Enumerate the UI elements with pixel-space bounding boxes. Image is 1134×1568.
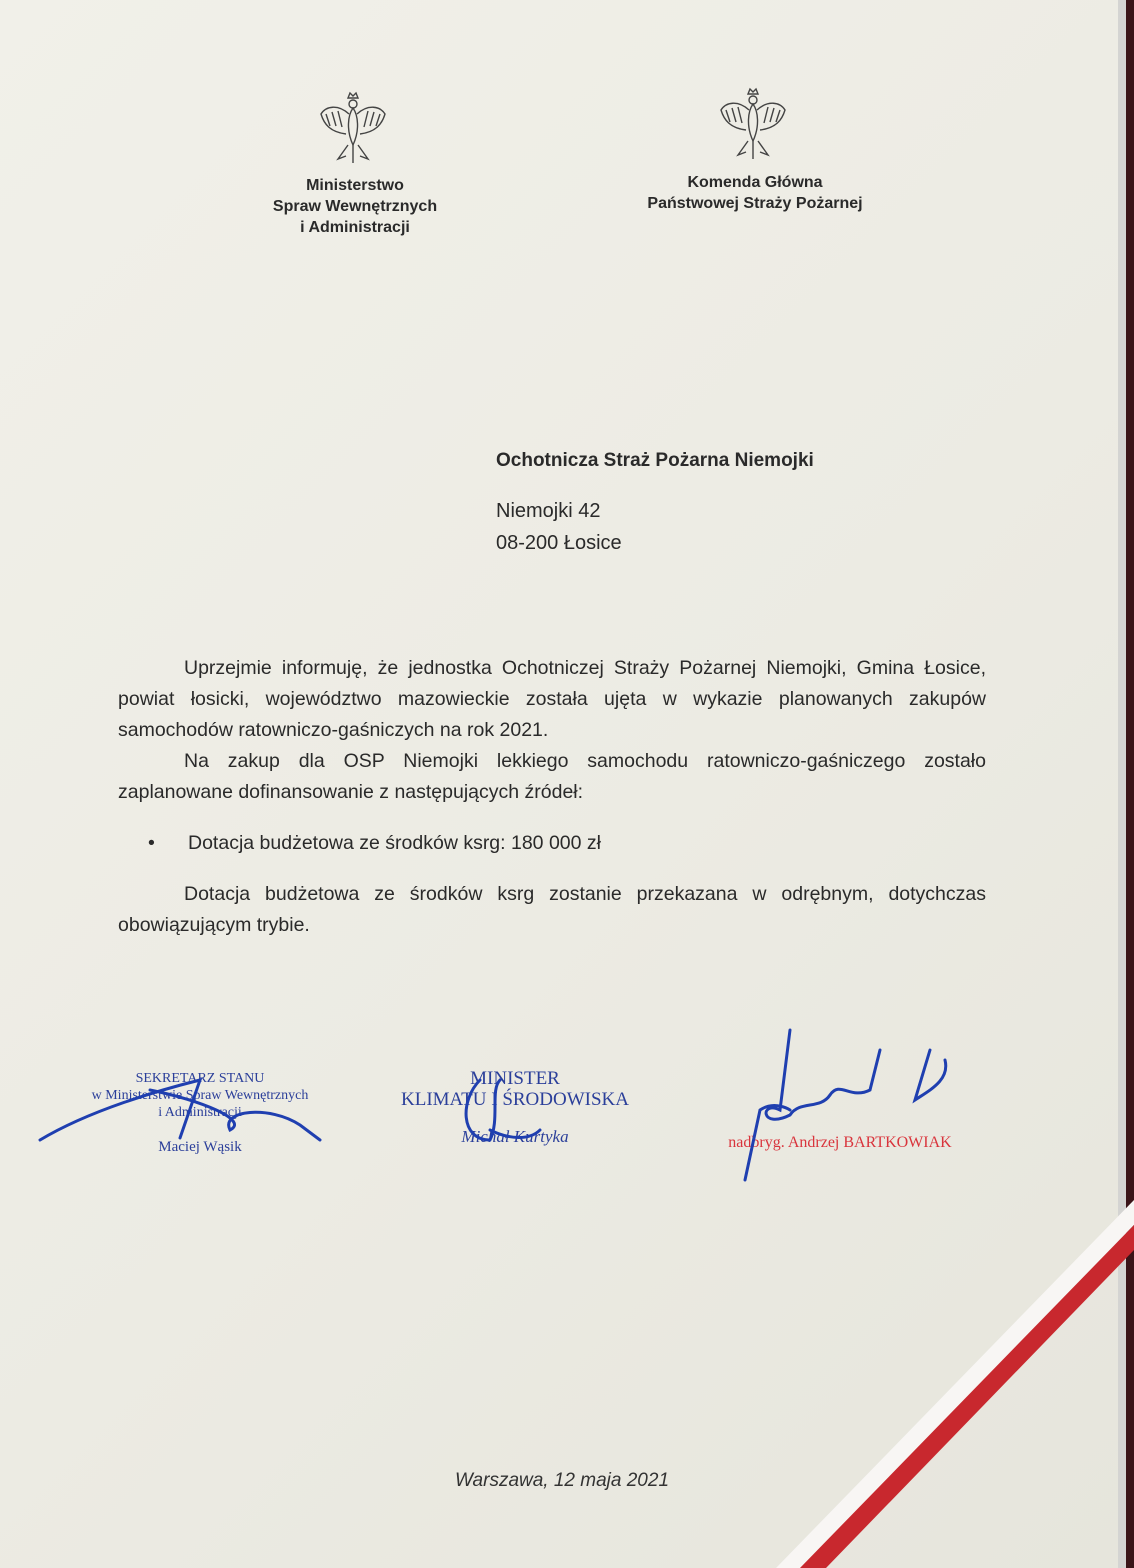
signer-name: Maciej Wąsik — [158, 1139, 242, 1155]
bullet-text: Dotacja budżetowa ze środków ksrg: 180 000 zł — [188, 832, 601, 854]
header-line: i Administracji — [300, 219, 410, 236]
signer-name: nadbryg. Andrzej BARTKOWIAK — [728, 1134, 952, 1151]
ribbon-white-stripe — [776, 1200, 1134, 1568]
paragraph: Dotacja budżetowa ze środków ksrg zostanie przekazana w odrębnym, dotychczas obowiązującym trybie. — [118, 883, 986, 936]
signer-name: Michał Kurtyka — [461, 1127, 569, 1146]
header-line: Państwowej Straży Pożarnej — [647, 195, 863, 212]
header-line: Ministerstwo — [306, 177, 404, 194]
recipient-street: Niemojki 42 — [496, 500, 601, 522]
paragraph: Uprzejmie informuję, że jednostka Ochotniczej Straży Pożarnej Niemojki, Gmina Łosice, powiat łosicki, województwo mazowieckie została ujęta w wykazie planowanych zakupów samochodów ratowniczo-gaśniczych na rok 2021. — [118, 657, 986, 741]
stamp-title: KLIMATU I ŚRODOWISKA — [401, 1089, 629, 1110]
header-line: Komenda Główna — [687, 174, 823, 191]
stamp-title: w Ministerstwie Spraw Wewnętrznych — [91, 1088, 309, 1103]
header-line: Spraw Wewnętrznych — [272, 198, 438, 215]
date-place: Warszawa, 12 maja 2021 — [454, 1470, 670, 1491]
recipient-name: Ochotnicza Straż Pożarna Niemojki — [496, 450, 814, 471]
recipient-city: 08-200 Łosice — [496, 532, 622, 554]
stamp-title: MINISTER — [470, 1068, 560, 1089]
stamp-title: SEKRETARZ STANU — [135, 1071, 265, 1086]
stamp-title: i Administracji — [158, 1105, 242, 1120]
bullet-icon: • — [148, 832, 155, 854]
paragraph: Na zakup dla OSP Niemojki lekkiego samochodu ratowniczo-gaśniczego zostało zaplanowane dofinansowanie z następujących źródeł: — [118, 750, 986, 803]
